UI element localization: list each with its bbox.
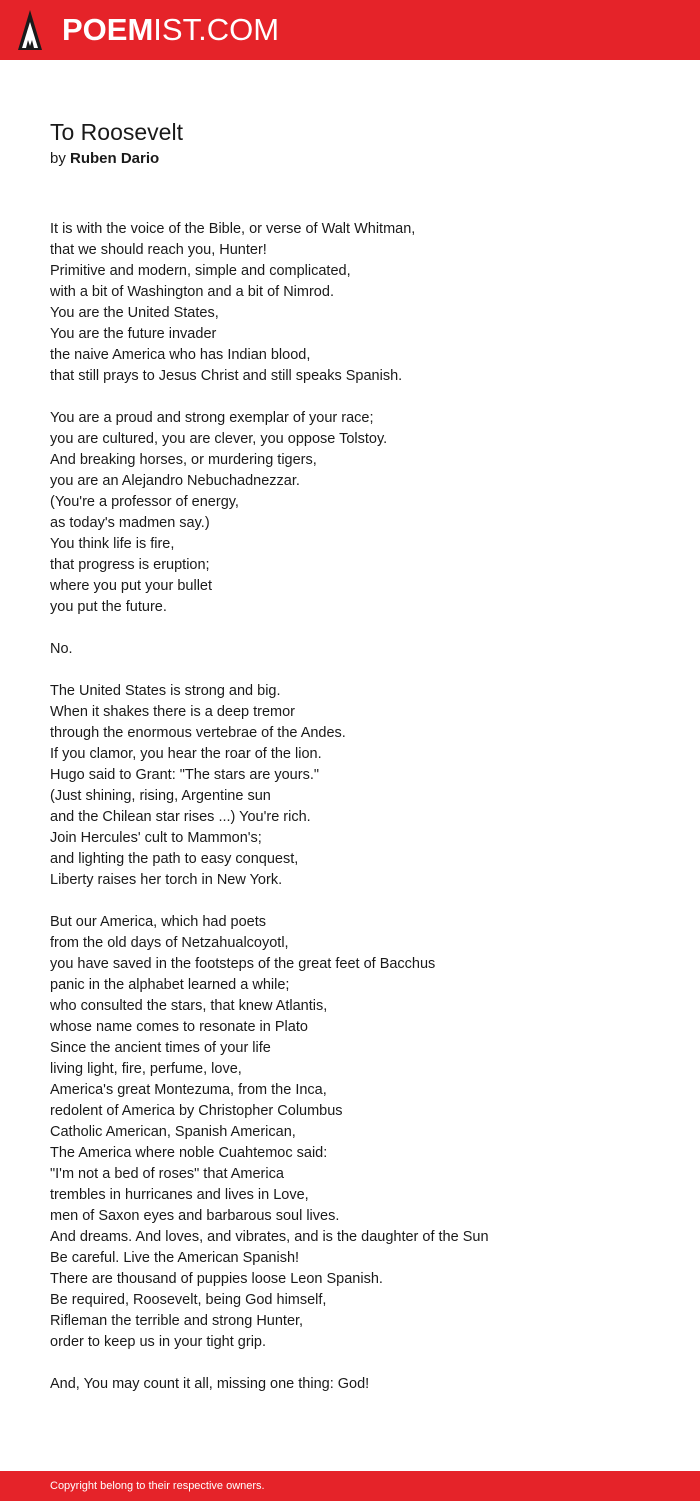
author-name: Ruben Dario xyxy=(70,150,160,167)
poem-line: Be required, Roosevelt, being God himself, xyxy=(50,1292,327,1308)
poem-line: that still prays to Jesus Christ and still speaks Spanish. xyxy=(50,368,403,384)
pencil-tip-icon[interactable] xyxy=(17,8,43,52)
poem-line: But our America, which had poets xyxy=(50,914,267,930)
poem-line: Since the ancient times of your life xyxy=(50,1040,271,1056)
poem-line: order to keep us in your tight grip. xyxy=(50,1334,267,1350)
poem-line: No. xyxy=(50,641,73,657)
copyright-notice: Copyright belong to their respective owners. xyxy=(50,1480,265,1492)
poem-line: and lighting the path to easy conquest, xyxy=(50,851,299,867)
poem-line: If you clamor, you hear the roar of the lion. xyxy=(50,746,322,762)
poem-line: from the old days of Netzahualcoyotl, xyxy=(50,935,289,951)
poem-line: you have saved in the footsteps of the great feet of Bacchus xyxy=(50,956,436,972)
site-logo[interactable] xyxy=(62,10,279,50)
poem-stanza xyxy=(50,219,670,387)
poem-line: When it shakes there is a deep tremor xyxy=(50,704,296,720)
poem-line: "I'm not a bed of roses" that America xyxy=(50,1166,284,1182)
poem-line: living light, fire, perfume, love, xyxy=(50,1061,242,1077)
site-header xyxy=(0,0,700,60)
poem-line: You are the United States, xyxy=(50,305,219,321)
poem-line: where you put your bullet xyxy=(50,578,213,594)
poem-stanza xyxy=(50,1374,670,1395)
poem-line: redolent of America by Christopher Columbus xyxy=(50,1103,343,1119)
poem-line: America's great Montezuma, from the Inca, xyxy=(50,1082,327,1098)
poem-line: Catholic American, Spanish American, xyxy=(50,1124,296,1140)
poem-line: And breaking horses, or murdering tigers, xyxy=(50,452,317,468)
poem-line: Liberty raises her torch in New York. xyxy=(50,872,283,888)
poem-line: Join Hercules' cult to Mammon's; xyxy=(50,830,262,846)
poem-line: you put the future. xyxy=(50,599,167,615)
poem-line: You are the future invader xyxy=(50,326,217,342)
poem-byline xyxy=(50,148,159,170)
by-label: by xyxy=(50,150,66,167)
poem-line: who consulted the stars, that knew Atlantis, xyxy=(50,998,328,1014)
poem-line: Be careful. Live the American Spanish! xyxy=(50,1250,300,1266)
poem-line: through the enormous vertebrae of the Andes. xyxy=(50,725,346,741)
poem-stanza xyxy=(50,681,670,891)
poem-line: you are cultured, you are clever, you oppose Tolstoy. xyxy=(50,431,388,447)
poem-line: Hugo said to Grant: "The stars are yours." xyxy=(50,767,319,783)
poem-line: There are thousand of puppies loose Leon Spanish. xyxy=(50,1271,383,1287)
site-footer xyxy=(0,1471,700,1501)
poem-line: The United States is strong and big. xyxy=(50,683,281,699)
logo-text-bold: POEM xyxy=(62,12,154,47)
poem-line: trembles in hurricanes and lives in Love, xyxy=(50,1187,309,1203)
poem-line: that we should reach you, Hunter! xyxy=(50,242,267,258)
poem-stanza xyxy=(50,408,670,618)
poem-line: panic in the alphabet learned a while; xyxy=(50,977,290,993)
poem-line: Primitive and modern, simple and complicated, xyxy=(50,263,351,279)
poem-line: that progress is eruption; xyxy=(50,557,210,573)
poem-line: men of Saxon eyes and barbarous soul lives. xyxy=(50,1208,340,1224)
poem-line: you are an Alejandro Nebuchadnezzar. xyxy=(50,473,300,489)
poem-line: You think life is fire, xyxy=(50,536,175,552)
poem-line: And dreams. And loves, and vibrates, and is the daughter of the Sun xyxy=(50,1229,489,1245)
poem-stanza xyxy=(50,912,670,1353)
poem-line: (You're a professor of energy, xyxy=(50,494,239,510)
poem-line: and the Chilean star rises ...) You're rich. xyxy=(50,809,311,825)
poem-line: And, You may count it all, missing one thing: God! xyxy=(50,1376,370,1392)
poem-body xyxy=(50,219,670,1416)
poem-line: as today's madmen say.) xyxy=(50,515,210,531)
poem-title: To Roosevelt xyxy=(50,119,183,145)
poem-line: The America where noble Cuahtemoc said: xyxy=(50,1145,328,1161)
poem-line: the naive America who has Indian blood, xyxy=(50,347,311,363)
poem-stanza xyxy=(50,639,670,660)
poem-line: (Just shining, rising, Argentine sun xyxy=(50,788,271,804)
poem-line: with a bit of Washington and a bit of Nimrod. xyxy=(50,284,334,300)
poem-line: You are a proud and strong exemplar of your race; xyxy=(50,410,374,426)
poem-line: It is with the voice of the Bible, or verse of Walt Whitman, xyxy=(50,221,416,237)
logo-text-light: IST.COM xyxy=(153,12,280,47)
poem-line: Rifleman the terrible and strong Hunter, xyxy=(50,1313,304,1329)
poem-line: whose name comes to resonate in Plato xyxy=(50,1019,308,1035)
